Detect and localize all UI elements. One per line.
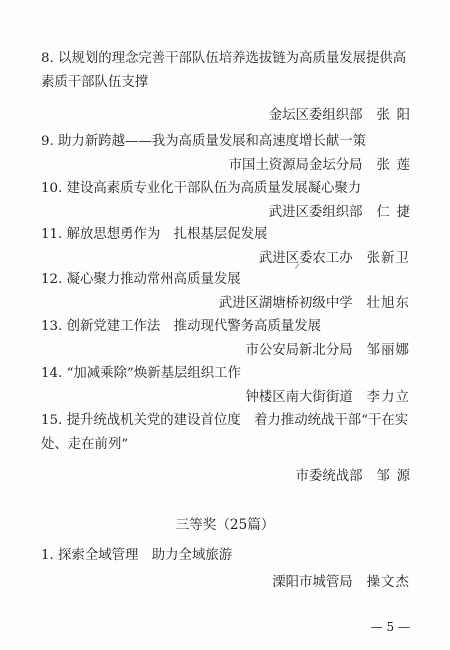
author-name: 邹源 [376,469,417,484]
author-name: 邹丽娜 [366,343,410,358]
author-name: 张新卫 [366,251,410,266]
author-organization: 溧阳市城管局 [272,575,353,590]
author-organization: 市公安局新北分局 [245,343,353,358]
list-item-title: 10. 建设高素质专业化干部队伍为高质量发展凝心聚力 [41,181,362,196]
page-number: — 5 — [370,620,410,634]
author-organization: 武进区委农工办 [258,251,353,266]
author-name: 仁捷 [376,205,417,220]
list-item-title: 13. 创新党建工作法 推动现代警务高质量发展 [41,319,321,334]
list-item-title: 15. 提升统战机关党的建设首位度 着力推动统战干部“干在实 [41,413,409,428]
author-name: 操文杰 [366,575,410,590]
author-name: 张阳 [376,108,417,123]
section-heading: 三等奖（25篇） [175,517,275,533]
list-item-title-continued: 素质干部队伍支撑 [41,75,149,90]
list-item-title: 9. 助力新跨越——我为高质量发展和高速度增长献一策 [41,134,367,149]
author-organization: 市国土资源局金坛分局 [228,158,363,173]
list-item-title: 12. 凝心聚力推动常州高质量发展 [41,272,241,287]
list-item-title-continued: 处、走在前列” [41,437,129,452]
list-item-title: 14. “加减乘除”焕新基层组织工作 [41,366,241,381]
list-item-attribution [259,249,410,269]
author-name: 张莲 [376,158,417,173]
list-item-title: 1. 探索全域管理 助力全域旅游 [41,548,233,563]
list-item-attribution [295,467,417,487]
author-organization: 市委统战部 [295,469,363,484]
author-organization: 武进区委组织部 [268,205,363,220]
list-item-attribution [268,203,417,223]
author-name: 李力立 [366,390,410,405]
list-item-attribution [219,294,410,314]
list-item-title: 11. 解放思想勇作为 扎根基层促发展 [41,227,268,242]
author-organization: 武进区湖塘桥初级中学 [218,296,353,311]
list-item-attribution [268,106,417,126]
list-item-attribution [228,156,417,176]
author-organization: 钟楼区南大街街道 [245,390,353,405]
author-name: 壮旭东 [366,296,410,311]
author-organization: 金坛区委组织部 [268,108,363,123]
list-item-title: 8. 以规划的理念完善干部队伍培养选拔链为高质量发展提供高 [41,51,407,66]
list-item-attribution [245,341,410,361]
list-item-attribution [272,573,410,593]
list-item-attribution [245,388,410,408]
